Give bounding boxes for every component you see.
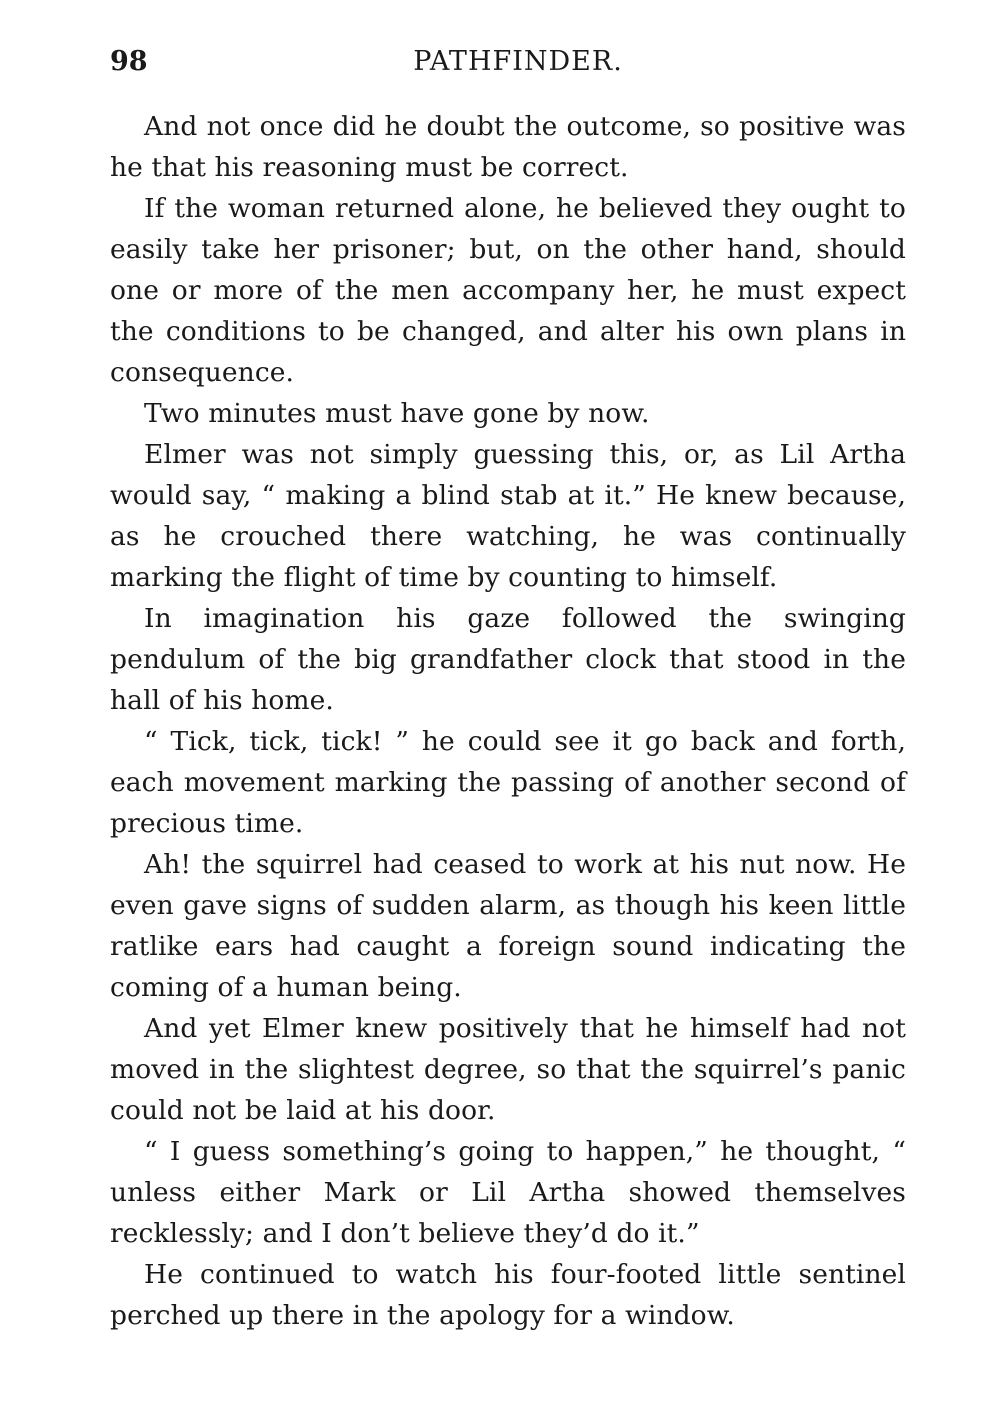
paragraph: In imagination his gaze followed the swinging pendulum of the big grandfather clock that stood in the hall of his home. (110, 603, 906, 716)
paragraph: And yet Elmer knew positively that he himself had not moved in the slightest degree, so that the squirrel’s panic could not be laid at his door. (110, 1013, 906, 1126)
book-page (110, 40, 906, 1336)
paragraph: And not once did he doubt the outcome, so positive was he that his reasoning must be correct. (110, 111, 906, 183)
paragraph: If the woman returned alone, he believed they ought to easily take her prisoner; but, on the other hand, should one or more of the men accompany her, he must expect the conditions to be changed, and alter his own plans in consequence. (110, 193, 906, 388)
page-header (110, 40, 906, 88)
paragraph: Elmer was not simply guessing this, or, as Lil Artha would say, “ making a blind stab at it.” He knew because, as he crouched there watching, he was continually marking the flight of time by counting to himself. (110, 439, 906, 593)
page-number: 98 (110, 46, 148, 77)
paragraph: “ I guess something’s going to happen,” he thought, “ unless either Mark or Lil Artha showed themselves recklessly; and I don’t believe they’d do it.” (110, 1136, 906, 1249)
paragraph: “ Tick, tick, tick! ” he could see it go back and forth, each movement marking the passing of another second of precious time. (110, 726, 906, 839)
paragraph: Two minutes must have gone by now. (144, 398, 650, 429)
running-head: PATHFINDER. (413, 46, 623, 77)
paragraph: Ah! the squirrel had ceased to work at his nut now. He even gave signs of sudden alarm, as though his keen little ratlike ears had caught a foreign sound indicating the coming of a human being. (110, 849, 906, 1003)
body-text (110, 106, 906, 1336)
paragraph: He continued to watch his four-footed little sentinel perched up there in the apology for a window. (110, 1259, 906, 1331)
